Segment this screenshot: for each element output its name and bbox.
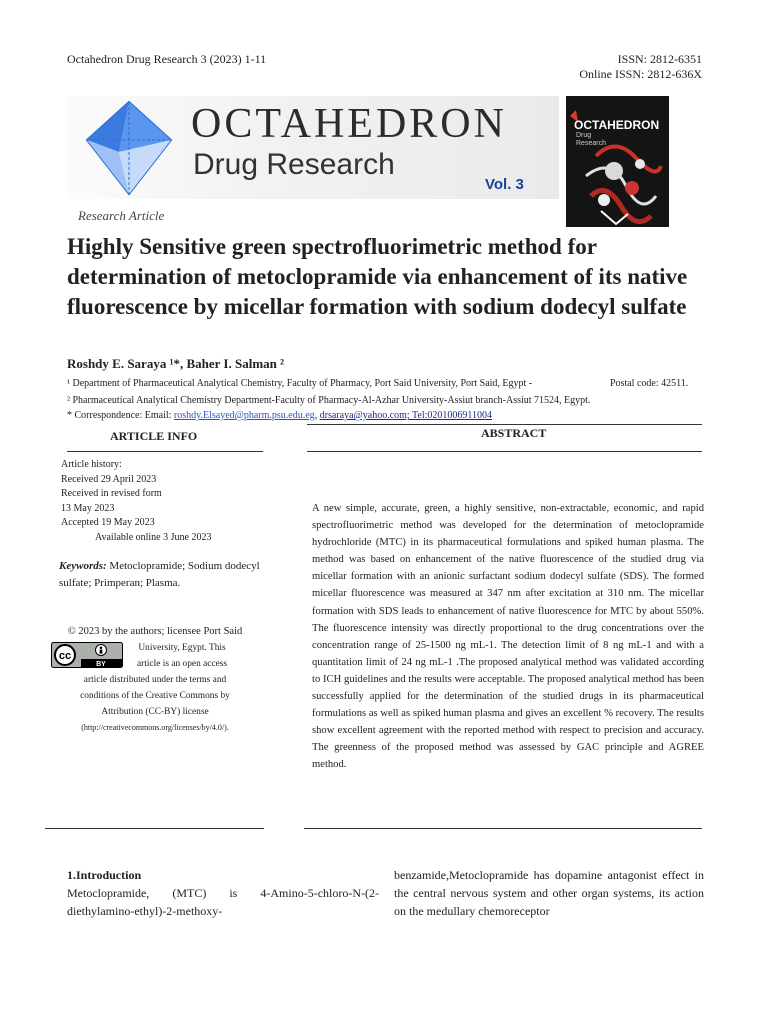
- email-separator: ,: [314, 410, 320, 421]
- history-revised-date: 13 May 2023: [61, 502, 115, 514]
- keywords-label: Keywords:: [59, 560, 107, 572]
- history-revised-label: Received in revised form: [61, 488, 162, 500]
- history-received: Received 29 April 2023: [61, 473, 157, 485]
- octahedron-logo-icon: [79, 100, 179, 196]
- volume-label: Vol. 3: [485, 176, 524, 193]
- banner-subtitle: Drug Research: [193, 148, 395, 181]
- affiliation-1-text: ¹ Department of Pharmaceutical Analytical Chemistry, Faculty of Pharmacy, Port Said University, Port Said, Egypt -: [67, 378, 533, 389]
- cc-by-license-icon[interactable]: [51, 642, 123, 668]
- abstract-body: A new simple, accurate, green, a highly sensitive, non-extractable, economic, and rapid spectrofluorimetric method was developed for the determination of metoclopramide hydrochloride (MTC) in its pharmaceutical formulations and spiked human plasma. The method was based on enhancement of the native fluorescence of the studied drug via micellar formation with an anionic surfactant sodium dodecyl sulfate (SDS). The formed micellar fluorescence was measured at 347 nm after excitation at 310 nm. The micellar formation with SDS leads to enhancement of native fluorescence for MTC by about 550%. The fluorescence intensity was directly proportional to the drug concentrations over the concentration range of 25-1500 ng mL-1. The detection limit of 8 ng mL-1 and with a quantitation limit of 24 ng mL-1 .The proposed analytical method was validated according to ICH guidelines and the results were acceptable. The proposed analytical method has been successfully applied for the determination of the studied drugs in its pharmaceutical formulations as well as spiked human plasma and gives an excellent % recovery. The results show excellent agreement with the reported method with respect to precision and accuracy. The greenness of the proposed method was assessed by GAC principle and AGREE method.: [312, 503, 704, 771]
- affiliation-1: [67, 378, 697, 389]
- keywords-block: [59, 558, 264, 592]
- cc-badge-cc-text: cc: [58, 650, 72, 662]
- license-url[interactable]: (http://creativecommons.org/licenses/by/4.0/).: [81, 723, 229, 732]
- history-accepted: Accepted 19 May 2023: [61, 517, 155, 529]
- journal-cover-image: [566, 96, 669, 227]
- cover-title: OCTAHEDRON: [574, 118, 660, 132]
- author-list: Roshdy E. Saraya ¹*, Baher I. Salman ²: [67, 356, 285, 371]
- license-side-line2: article is an open access: [137, 659, 228, 669]
- journal-citation: Octahedron Drug Research 3 (2023) 1-11: [67, 52, 267, 66]
- license-row: [45, 640, 265, 672]
- cc-badge-by-text: BY: [96, 661, 106, 668]
- issn-print: ISSN: 2812-6351: [617, 52, 702, 66]
- paper-title: Highly Sensitive green spectrofluorimetric method for determination of metoclopramide via enhancement of its native fluorescence by micellar formation with sodium dodecyl sulfate: [67, 234, 688, 319]
- abstract-bottom-rule: [304, 828, 702, 829]
- issn-online: Online ISSN: 2812-636X: [579, 67, 702, 81]
- license-line5: conditions of the Creative Commons by: [80, 691, 230, 701]
- cover-subtitle-line1: Drug: [576, 132, 592, 139]
- abstract-heading: ABSTRACT: [481, 426, 547, 440]
- banner-title: OCTAHEDRON: [191, 101, 507, 147]
- email-link-secondary[interactable]: drsaraya@yahoo.com; Tel:0201006911004: [319, 410, 493, 421]
- license-block: [45, 624, 265, 736]
- cover-subtitle-line2: Research: [576, 140, 606, 147]
- history-label: Article history:: [61, 459, 122, 470]
- license-copyright: © 2023 by the authors; licensee Port Said: [67, 626, 243, 637]
- email-link-primary[interactable]: roshdy.Elsayed@pharm.psu.edu.eg: [173, 410, 315, 421]
- article-info-top-rule: [67, 451, 263, 452]
- abstract-top-rule: [307, 451, 702, 452]
- history-online: Available online 3 June 2023: [95, 531, 212, 543]
- cover-subtitle: [576, 132, 606, 148]
- keywords-list: Metoclopramide; Sodium dodecyl sulfate; Primperan; Plasma.: [59, 560, 260, 589]
- cover-artwork-icon: [566, 96, 669, 227]
- article-type-label: Research Article: [78, 208, 165, 223]
- license-line6: Attribution (CC-BY) license: [101, 707, 209, 717]
- issn-block: [579, 52, 702, 82]
- affiliation-2: ² Pharmaceutical Analytical Chemistry Department-Faculty of Pharmacy-Al-Azhar University-Assiut branch-Assiut 71524, Egypt.: [67, 395, 591, 406]
- license-line4: article distributed under the terms and: [83, 675, 227, 685]
- introduction-heading: 1.Introduction: [67, 868, 142, 882]
- journal-banner: [67, 96, 559, 199]
- correspondence-rule: [307, 424, 702, 425]
- correspondence-prefix: * Correspondence: Email:: [67, 410, 174, 421]
- introduction-column-2: benzamide,Metoclopramide has dopamine antagonist effect in the central nervous system and other organ systems, its action on the medullary chemoreceptor: [394, 868, 704, 918]
- introduction-column-1: Metoclopramide, (MTC) is 4-Amino-5-chloro-N-(2-diethylamino-ethyl)-2-methoxy-: [67, 886, 379, 918]
- license-side-line1: University, Egypt. This: [138, 643, 226, 653]
- article-history: [61, 458, 211, 546]
- affiliation-1-postal: Postal code: 42511.: [610, 378, 689, 389]
- correspondence-line: [67, 410, 492, 421]
- license-side-text: [123, 640, 227, 672]
- article-info-heading: ARTICLE INFO: [110, 429, 198, 443]
- article-info-bottom-rule: [45, 828, 264, 829]
